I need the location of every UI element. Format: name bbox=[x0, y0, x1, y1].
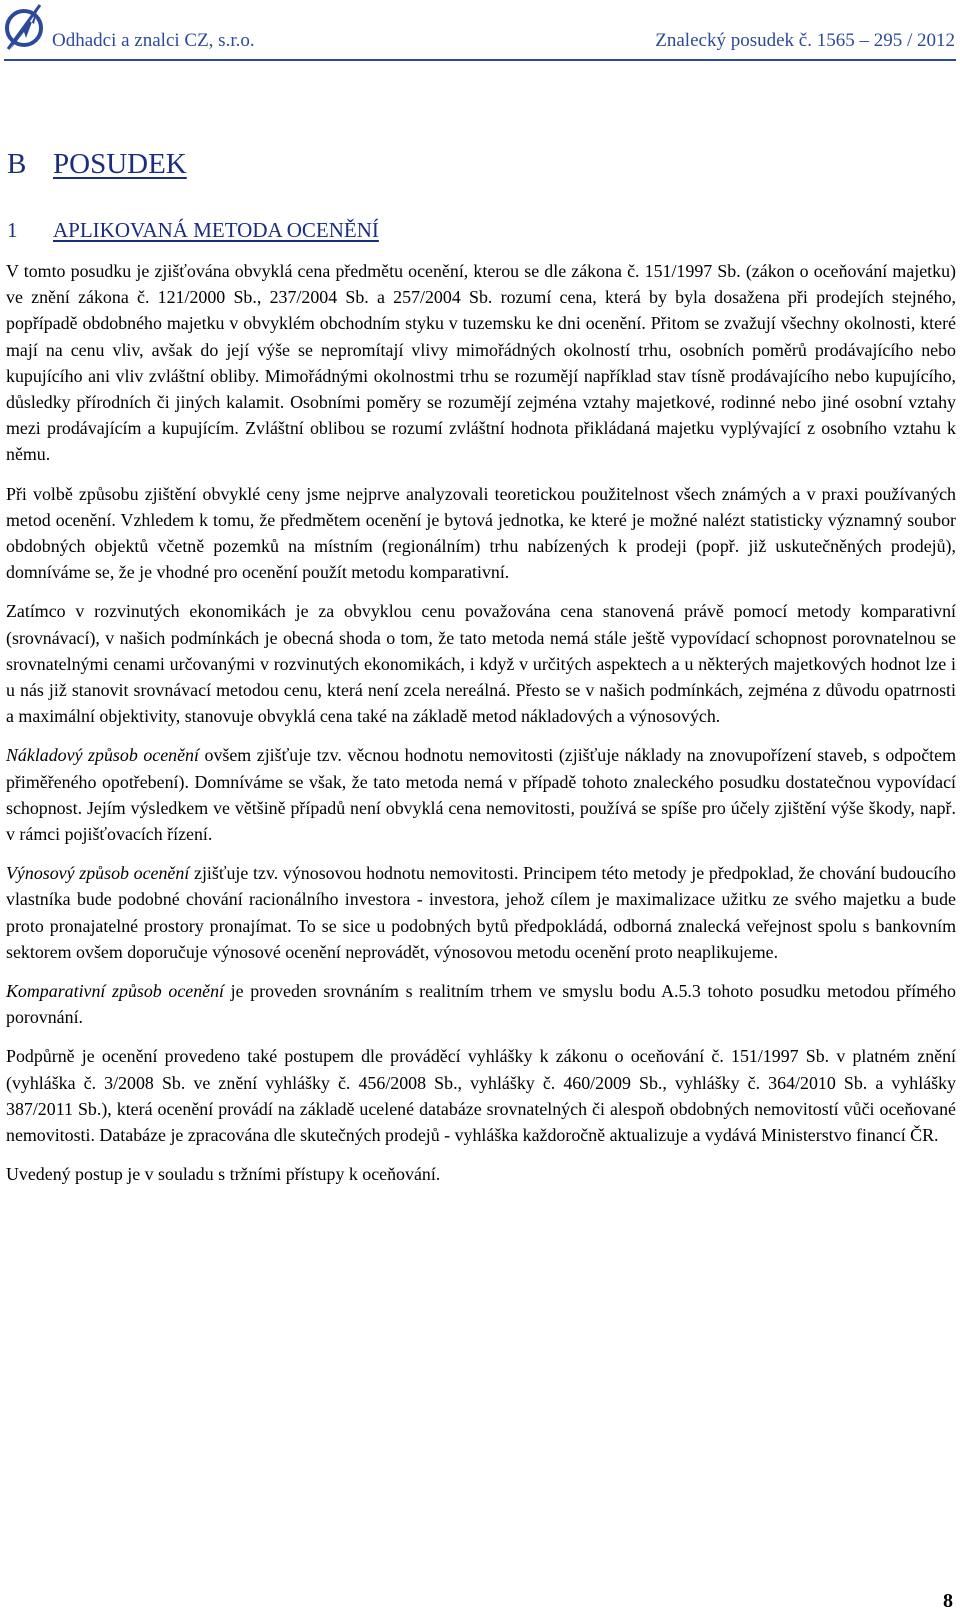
paragraph-income-method bbox=[6, 860, 956, 965]
page-number: 8 bbox=[943, 1590, 953, 1612]
paragraph-cost-method bbox=[6, 742, 956, 847]
paragraph-definition: V tomto posudku je zjišťována obvyklá cena předmětu ocenění, kterou se dle zákona č. 151/1997 Sb. (zákon o oceňování majetku) ve znění zákona č. 121/2000 Sb., 237/2004 Sb. a 257/2004 Sb. rozumí cena, která by byla dosažena při prodejích stejného, popřípadě obdobného majetku v obvyklém obchodním styku v tuzemsku ke dni ocenění. Přitom se zvažují všechny okolnosti, které mají na cenu vliv, avšak do její výše se nepromítají vlivy mimořádných okolností trhu, osobních poměrů prodávajícího nebo kupujícího ani vliv zvláštní obliby. Mimořádnými okolnostmi trhu se rozumějí například stav tísně prodávajícího nebo kupujícího, důsledky přírodních či jiných kalamit. Osobními poměry se rozumějí zejména vztahy majetkové, rodinné nebo jiné osobní vztahy mezi prodávajícím a kupujícím. Zvláštní oblibou se rozumí zvláštní hodnota přikládaná majetku vyplývající z osobního vztahu k němu. bbox=[6, 261, 956, 465]
report-number: Znalecký posudek č. 1565 – 295 / 2012 bbox=[655, 30, 955, 51]
paragraph-regulation: Podpůrně je ocenění provedeno také postupem dle prováděcí vyhlášky k zákonu o oceňování č. 151/1997 Sb. v platném znění (vyhláška č. 3/2008 Sb. ve znění vyhlášky č. 456/2008 Sb., vyhlášky č. 460/2009 Sb., vyhlášky č. 364/2010 Sb. a vyhlášky 387/2011 Sb.), která ocenění provádí na základě ucelené databáze srovnatelných či alespoň obdobných nemovitostí vůči oceňované nemovitosti. Databáze je zpracována dle skutečných prodejů - vyhláška každoročně aktualizuje a vydává Ministerstvo financí ČR. bbox=[6, 1046, 956, 1146]
company-name: Odhadci a znalci CZ, s.r.o. bbox=[52, 30, 255, 51]
header-divider bbox=[4, 59, 956, 61]
paragraph-method-choice: Při volbě způsobu zjištění obvyklé ceny jsme nejprve analyzovali teoretickou použitelnost všech známých a v praxi používaných metod ocenění. Vzhledem k tomu, že předmětem ocenění je bytová jednotka, ke které je možné nalézt statisticky významný soubor obdobných objektů včetně pozemků na místním (regionálním) trhu nabízených k prodeji (popř. již uskutečněných prodejů), domníváme se, že je vhodné pro ocenění použít metodu komparativní. bbox=[6, 483, 956, 583]
subsection-number: 1 bbox=[7, 218, 18, 242]
comparative-method-term: Komparativní způsob ocenění bbox=[6, 981, 225, 1002]
comparative-method-text: je proveden srovnáním s realitním trhem ve smyslu bodu A.5.3 tohoto posudku metodou přímého porovnání. bbox=[6, 981, 956, 1028]
paragraph-conclusion: Uvedený postup je v souladu s tržními přístupy k oceňování. bbox=[6, 1164, 441, 1185]
section-heading bbox=[7, 148, 187, 181]
cost-method-term: Nákladový způsob ocenění bbox=[6, 745, 199, 766]
paragraph-economies: Zatímco v rozvinutých ekonomikách je za obvyklou cenu považována cena stanovená právě pomocí metody komparativní (srovnávací), v našich podmínkách je obecná shoda o tom, že tato metoda nemá stále ještě vypovídací schopnost porovnatelnou se srovnatelnými cenami určovanými v rozvinutých ekonomikách, i když v určitých aspektech a u některých majetkových hodnot lze i u nás již stanovit srovnávací metodou cenu, která není zcela nereálná. Přesto se v našich podmínkách, zejména z důvodu opatrnosti a maximální objektivity, stanovuje obvyklá cena také na základě metod nákladových a výnosových. bbox=[6, 601, 956, 727]
income-method-text: zjišťuje tzv. výnosovou hodnotu nemovitosti. Principem této metody je předpoklad, že chování budoucího vlastníka bude podobné chování racionálního investora - investora, jehož cílem je maximalizace užitku ze svého majetku a bude proto pronajatelné prostory pronajímat. To se sice u podobných bytů předpokládá, odborná znalecká veřejnost spolu s bankovním sektorem ovšem doporučuje výnosové ocenění neprovádět, výnosovou metodu ocenění proto neaplikujeme. bbox=[6, 863, 956, 962]
subsection-heading bbox=[7, 218, 379, 243]
page-header bbox=[0, 0, 960, 80]
section-title: POSUDEK bbox=[53, 148, 187, 180]
section-label: B bbox=[7, 148, 27, 180]
subsection-title: APLIKOVANÁ METODA OCENĚNÍ bbox=[53, 218, 379, 242]
income-method-term: Výnosový způsob ocenění bbox=[6, 863, 190, 884]
cost-method-text: ovšem zjišťuje tzv. věcnou hodnotu nemovitosti (zjišťuje náklady na znovupořízení staveb, s odpočtem přiměřeného opotřebení). Domníváme se však, že tato metoda nemá v případě tohoto znaleckého posudku dostatečnou vypovídací schopnost. Jejím výsledkem ve většině případů není obvyklá cena nemovitosti, používá se spíše pro účely zjištění výše škody, např. v rámci pojišťovacích řízení. bbox=[6, 745, 956, 845]
company-logo-icon bbox=[4, 2, 44, 52]
document-body bbox=[6, 258, 956, 1201]
paragraph-comparative-method bbox=[6, 978, 956, 1030]
